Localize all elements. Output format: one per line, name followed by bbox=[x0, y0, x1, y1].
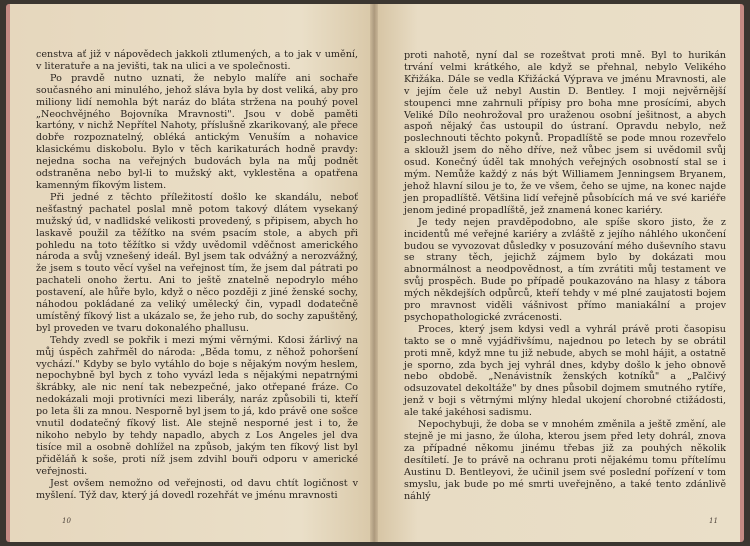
right-page bbox=[374, 4, 740, 542]
book-spread bbox=[6, 4, 744, 542]
paragraph: Nepochybuji, že doba se v mnohém změnila a ještě změní, ale stejně je mi jasno, že úloha, kterou jsem před lety dohrál, znova za případné někomu jinému třebas již za pouhých několik desítiletí. Je to právě na ochranu proti nějakému tomu přítelímu Austinu D. Bentleyovi, že učinil jsem své poslední pořízení v tom smyslu, jak bude po mé smrti uveřejněno, a také tento zdánlivě náhlý bbox=[404, 419, 726, 502]
left-page bbox=[10, 4, 374, 542]
page-number-left: 10 bbox=[62, 517, 71, 525]
paragraph: censtva ať již v nápovědech jakkoli ztlumených, a to jak v umění, v literatuře a na jevišti, tak na ulici a ve společnosti. bbox=[36, 49, 358, 72]
paragraph: Po pravdě nutno uznati, že nebylo malíře ani sochaře současného ani minulého, jehož sláva byla by dost veliká, aby pro miliony lidí nemohla být naráz do bláta stržena na pouhý povel „Neochvějného Bojovníka Mravnosti". Jsou v době paměti kartóny, v nichž Nepřítel Nahoty, příslušně zkarikovaný, ale přece dobře rozpoznatelný, obléká antickým Venuším a nohavice klasickému diskobolu. Bylo v těch karikaturách hodně pravdy: nejedna socha na veřejných budovách byla na můj podnět odstraněna nebo byl-li to mužský akt, vyklestěna a opatřena kamenným fíkovým listem. bbox=[36, 72, 358, 191]
book-gutter bbox=[370, 4, 378, 542]
paragraph: Jest ovšem nemožno od veřejnosti, od davu chtít logičnost v myšlení. Týž dav, který já dovedl rozehřát ve jménu mravnosti bbox=[36, 477, 358, 501]
paragraph: Při jedné z těchto příležitostí došlo ke skandálu, neboť nešťastný pachatel poslal mně potom takový dlátem vysekaný mužský úd, v nadlidské velikosti provedený, s připisem, abych ho laskavě použil za těžítko na svém psacím stole, a abych při pohledu na toto těžítko si vždy uvědomil vděčnost amerického národa a svůj vznešený ideál. Byl jsem tak odvážný a nerozvážný, že jsem s touto věcí vyšel na veřejnost tím, že jsem dal pátrati po pachateli onoho žertu. Ani to ještě znatelně nepodrylo mého postavení, ale hůře bylo, když o něco později z jiné ženské sochy, náhodou pokládané za veliký umělecký čin, vypadl dodatečně umístěný fíkový list a ukázalo se, že jeho rub, do sochy zapuštěný, byl proveden ve tvaru dokonalého phallusu. bbox=[36, 191, 358, 334]
paragraph: Je tedy nejen pravděpodobno, ale spíše skoro jisto, že z incidentů mé veřejné kariéry a zvláště z jejího náhlého ukončení budou se vyvozovat důsledky v posuzování mého duševního stavu se strany těch, jejichž zájmem bylo by dokázati mou abnormálnost a neodpovědnost, a tím zvrátiti můj testament ve svůj prospěch. Bude po případě poukazováno na hlasy z tábora mých někdejších odpůrců, kteří tehdy v mé plné zaujatosti bojem pro mravnost viděli vášnivost přímo maniakální a projev psychopathologické zvrácenosti. bbox=[404, 216, 726, 323]
paragraph: Tehdy zvedl se pokřik i mezi mými věrnými. Kdosi žárlivý na můj úspěch zahřměl do národa: „Běda tomu, z něhož pohoršení vychází." Kdyby se bylo vytáhlo do boje s nějakým novým heslem, nepochybně byl bych z toho vyvázl leda s nějakými nepatrnými škrábky, ale nic není tak nebezpečné, jako otřepané fráze. Co nedokázali moji protivníci mezi liberály, naráz způsobili ti, kteří po leta šli za mnou. Nesporně byl jsem to já, kdo právě one sošce vnutil dodatečný fíkový list. Ale stejně nesporné jest i to, že nikoho nebylo by tehdy napadlo, abych z Los Angeles jel dva tisíce mil a osobně dohlížel na způsob, jakým ten fíkový list byl přiděláň k soše, proti níž jsem zdvihl bouři odporu v americké veřejnosti. bbox=[36, 334, 358, 477]
right-page-text bbox=[404, 50, 726, 502]
paragraph: proti nahotě, nyní dal se rozeštvat proti mně. Byl to hurikán trvání velmi krátkého, ale když se přehnal, nebylo Velikého Křižáka. Dále se vedla Křižácká Výprava ve jménu Mravnosti, ale v jejím čele už nebyl Austin D. Bentley. I moji nejvěrnější stoupenci mne zahrnuli přípisy pro boha mne prosícími, abych Veliké Dílo neohrožoval pro uraženou osobní ješitnost, a abych aspoň nějaký čas ustoupil do ústraní. Opravdu nebylo, než poslechnouti těchto pokynů. Propadlíště se pode mnou rozevřelo a skloužl jsem do něho dříve, než vůbec jsem si uvědomil svůj osud. Konečný úděl tak mnohých veřejných osobností stal se i mým. Nemůže každý z nás být Williamem Jenningsem Bryanem, jehož hlavní silou je to, že ve všem, čeho se ujme, na konec najde jen propadlíště. Většina lidí veřejně působících má ve své kariéře jenom jediné propadlíště, jež znamená konec kariéry. bbox=[404, 50, 726, 216]
left-page-text bbox=[36, 49, 358, 501]
paragraph: Proces, který jsem kdysi vedl a vyhrál právě proti časopisu takto se o mně vyjádřivšímu, najednou po letech by se obrátil proti mně, když mne tu již nebude, abych se mohl hájit, a ostatně je sporno, zda bych jej vyhrál dnes, kdyby došlo k jeho obnově nebo obdobě. „Nenávistník ženských kotníků" a „Palčivý odsuzovatel dekoltáže" by dnes působil dojmem smutného rytíře, jenž v boji s větrnými mlýny hledal ukojení chorobné ctižádosti, ale také jakéhosi sadismu. bbox=[404, 323, 726, 419]
page-number-right: 11 bbox=[709, 517, 718, 525]
